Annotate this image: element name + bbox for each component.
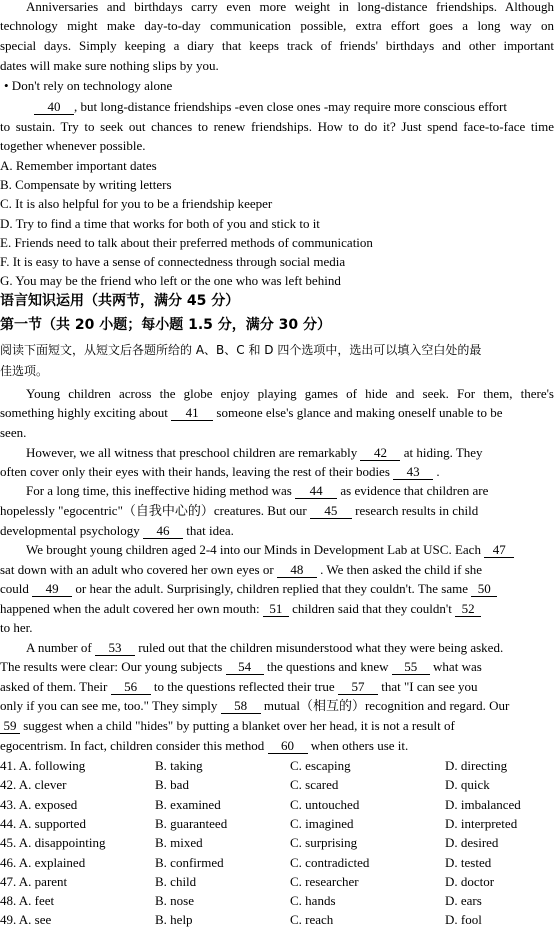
option-choice: 41. A. following: [0, 758, 86, 773]
passage-line: [0, 638, 554, 657]
choice-item: D. Try to find a time that works for both of you and stick to it: [0, 216, 320, 231]
option-choice: B. mixed: [155, 835, 203, 851]
text-segment: could: [0, 581, 29, 596]
paragraph-line: Anniversaries and birthdays carry even more weight in long-distance friendships. Although: [26, 0, 554, 14]
answer-blank: 60: [268, 738, 308, 754]
text-segment: research results in child: [355, 503, 479, 518]
passage-line: [0, 521, 554, 540]
section-bullet: • Don't rely on technology alone: [4, 78, 173, 93]
text-segment: someone else's glance and making oneself unable to be: [216, 405, 503, 420]
answer-blank: 45: [310, 503, 352, 519]
text-segment: the questions and knew: [266, 659, 389, 674]
option-row: [0, 872, 554, 891]
answer-blank: 53: [95, 640, 135, 656]
text-segment: A number of: [26, 640, 92, 655]
text-segment: to the questions reflected their true: [153, 679, 335, 694]
option-row: [0, 775, 554, 794]
option-choice: D. doctor: [445, 873, 495, 889]
answer-blank: 58: [221, 698, 261, 714]
passage-line: [0, 716, 554, 735]
option-row: [0, 795, 554, 814]
option-choice: 49. A. see: [0, 912, 52, 928]
choice-item: F. It is easy to have a sense of connectedness through social media: [0, 254, 346, 269]
option-row: [0, 756, 554, 775]
option-choice: D. quick: [445, 777, 490, 793]
option-row: [0, 833, 554, 852]
instruction-line: 佳选项。: [0, 364, 49, 378]
option-choice: C. imagined: [290, 815, 354, 831]
passage-line: [0, 462, 554, 481]
paragraph-line: dates will make sure nothing slips by you.: [0, 58, 219, 73]
text-segment: hopelessly "egocentric"（自我中心的）creatures. But our: [0, 503, 307, 518]
text-segment: sat down with an adult who covered her own eyes or: [0, 562, 274, 577]
option-choice: C. reach: [290, 912, 334, 928]
text-segment: that idea.: [186, 523, 234, 538]
passage-line: [0, 677, 554, 696]
option-row: [0, 910, 554, 929]
passage-line: [0, 560, 554, 579]
text-segment: or hear the adult. Surprisingly, children replied that they couldn't. The same: [75, 581, 468, 596]
answer-blank: 48: [277, 562, 317, 578]
option-choice: B. taking: [155, 758, 203, 773]
option-choice: B. bad: [155, 777, 189, 793]
answer-blank: 54: [226, 659, 264, 675]
paragraph-line: to sustain. Try to seek out chances to renew friendships. How to do it? Just spend face-to-face time: [0, 119, 554, 134]
passage-line: Young children across the globe enjoy playing games of hide and seek. For them, there's: [26, 386, 554, 401]
option-choice: C. contradicted: [290, 854, 370, 870]
answer-blank: 56: [111, 679, 151, 695]
answer-blank: 59: [0, 718, 20, 734]
text-segment: egocentrism. In fact, children consider this method: [0, 738, 265, 753]
option-choice: 47. A. parent: [0, 873, 68, 889]
subsection-heading: 第一节（共 20 小题；每小题 1.5 分，满分 30 分）: [0, 317, 332, 333]
answer-blank: 43: [393, 464, 433, 480]
text-segment: as evidence that children are: [340, 483, 489, 498]
passage-line: [0, 579, 554, 598]
option-choice: C. scared: [290, 777, 339, 793]
option-choice: D. imbalanced: [445, 796, 521, 812]
paragraph-line: technology might make day-to-day communication possible, extra effort goes a long way on: [0, 18, 554, 33]
passage-line: [0, 540, 554, 559]
passage-line: [0, 443, 554, 462]
option-choice: D. ears: [445, 893, 482, 909]
passage-line: [0, 481, 554, 500]
option-row: [0, 853, 554, 872]
text-segment: We brought young children aged 2-4 into our Minds in Development Lab at USC. Each: [26, 542, 481, 557]
answer-blank: 44: [295, 483, 337, 499]
text-segment: .: [436, 464, 440, 479]
answer-blank: 57: [338, 679, 378, 695]
passage-line: [0, 599, 554, 618]
passage-line: [0, 501, 554, 520]
text-segment: happened when the adult covered her own mouth:: [0, 601, 260, 616]
option-choice: B. examined: [155, 796, 221, 812]
text-segment: something highly exciting about: [0, 405, 168, 420]
option-choice: B. confirmed: [155, 854, 224, 870]
answer-blank: 52: [455, 601, 481, 617]
choice-item: E. Friends need to talk about their preferred methods of communication: [0, 235, 373, 250]
text-segment: only if you can see me, too." They simply: [0, 698, 218, 713]
text-segment: that "I can see you: [381, 679, 478, 694]
option-choice: B. nose: [155, 893, 194, 909]
choice-item: A. Remember important dates: [0, 158, 157, 173]
option-choice: B. guaranteed: [155, 815, 228, 831]
text-segment: mutual（相互的）recognition and regard. Our: [263, 698, 510, 713]
option-row: [0, 891, 554, 910]
option-row: [0, 814, 554, 833]
text-segment: when others use it.: [310, 738, 409, 753]
passage-line: to her.: [0, 620, 33, 635]
option-choice: 46. A. explained: [0, 854, 86, 870]
text-segment: often cover only their eyes with their hands, leaving the rest of their bodies: [0, 464, 390, 479]
option-choice: D. fool: [445, 912, 482, 928]
answer-blank: 55: [392, 659, 430, 675]
text-segment: at hiding. They: [403, 445, 483, 460]
text-segment: For a long time, this ineffective hiding method was: [26, 483, 292, 498]
answer-blank: 40: [34, 99, 74, 115]
option-choice: D. directing: [445, 758, 508, 773]
text-segment: what was: [433, 659, 482, 674]
choice-item: B. Compensate by writing letters: [0, 177, 172, 192]
answer-blank: 51: [263, 601, 289, 617]
answer-blank: 42: [360, 445, 400, 461]
option-choice: 48. A. feet: [0, 893, 55, 909]
choice-item: G. You may be the friend who left or the one who was left behind: [0, 273, 341, 288]
paragraph-line: special days. Simply keeping a diary that keeps track of friends' birthdays and other important: [0, 38, 554, 53]
option-choice: 45. A. disappointing: [0, 835, 106, 851]
text-segment: children said that they couldn't: [292, 601, 452, 616]
text-segment: developmental psychology: [0, 523, 140, 538]
paragraph-line: together whenever possible.: [0, 138, 146, 153]
option-choice: 42. A. clever: [0, 777, 67, 793]
answer-blank: 49: [32, 581, 72, 597]
choice-item: C. It is also helpful for you to be a friendship keeper: [0, 196, 273, 211]
answer-blank: 41: [171, 405, 213, 421]
paragraph-line: [8, 97, 554, 116]
answer-blank: 50: [471, 581, 497, 597]
passage-line: [0, 736, 554, 755]
answer-blank: 47: [484, 542, 514, 558]
option-choice: C. researcher: [290, 873, 359, 889]
option-choice: 43. A. exposed: [0, 796, 78, 812]
option-choice: D. desired: [445, 835, 499, 851]
option-choice: D. interpreted: [445, 815, 518, 831]
instruction-line: 阅读下面短文，从短文后各题所给的 A、B、C 和 D 四个选项中，选出可以填入空白处的最: [0, 343, 482, 357]
text-segment: ruled out that the children misunderstood what they were being asked.: [138, 640, 504, 655]
passage-line: [0, 696, 554, 715]
text-segment: However, we all witness that preschool children are remarkably: [26, 445, 358, 460]
text-segment: . We then asked the child if she: [320, 562, 483, 577]
option-choice: D. tested: [445, 854, 492, 870]
option-choice: B. help: [155, 912, 193, 928]
section-heading: 语言知识运用（共两节，满分 45 分）: [0, 293, 240, 309]
option-choice: C. hands: [290, 893, 336, 909]
option-choice: C. surprising: [290, 835, 358, 851]
passage-line: [0, 403, 554, 422]
option-choice: C. escaping: [290, 758, 351, 773]
text-segment: asked of them. Their: [0, 679, 108, 694]
text-segment: The results were clear: Our young subjects: [0, 659, 223, 674]
text-segment: suggest when a child "hides" by putting a blanket over her head, it is not a result of: [23, 718, 455, 733]
option-choice: C. untouched: [290, 796, 360, 812]
passage-line: seen.: [0, 425, 27, 440]
passage-line: [0, 657, 554, 676]
answer-blank: 46: [143, 523, 183, 539]
option-choice: B. child: [155, 873, 197, 889]
option-choice: 44. A. supported: [0, 815, 86, 831]
text-segment: , but long-distance friendships -even close ones -may require more conscious effort: [74, 99, 507, 114]
